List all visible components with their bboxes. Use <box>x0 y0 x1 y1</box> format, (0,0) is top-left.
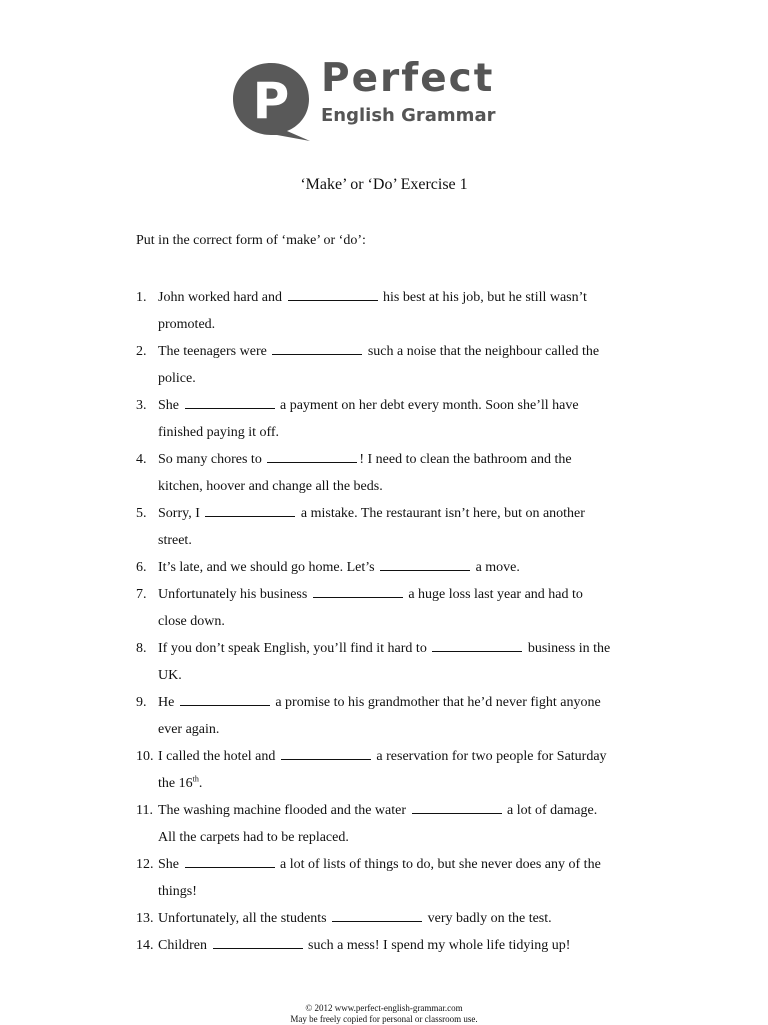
question-text-after: a promise to his grandmother that he’d never fight anyone <box>275 695 601 710</box>
question-continuation <box>158 878 641 905</box>
logo-text-perfect: Perfect <box>321 56 495 101</box>
question-continuation-text: the 16 <box>158 776 193 791</box>
question-text-after: a reservation for two people for Saturday <box>376 749 607 764</box>
question-line <box>158 338 641 365</box>
answer-blank[interactable] <box>272 339 362 355</box>
question-continuation <box>158 311 641 338</box>
question-text-before: Sorry, I <box>158 506 200 521</box>
answer-blank[interactable] <box>332 906 422 922</box>
question-text-before: John worked hard and <box>158 290 283 305</box>
question-text-after: his best at his job, but he still wasn’t <box>383 290 587 305</box>
answer-blank[interactable] <box>213 933 303 949</box>
question-item <box>136 689 641 743</box>
question-number: 10. <box>136 749 154 764</box>
question-item <box>136 581 641 635</box>
question-continuation <box>158 608 641 635</box>
question-text-before: The washing machine flooded and the water <box>158 803 407 818</box>
question-number: 5. <box>136 506 147 521</box>
question-continuation-text: close down. <box>158 614 225 629</box>
question-continuation-text: promoted. <box>158 317 216 332</box>
question-item <box>136 905 641 932</box>
answer-blank[interactable] <box>267 447 357 463</box>
question-number: 2. <box>136 344 147 359</box>
question-number: 12. <box>136 857 154 872</box>
question-text-after: a huge loss last year and had to <box>408 587 583 602</box>
question-text-before: He <box>158 695 175 710</box>
question-text-before: The teenagers were <box>158 344 267 359</box>
question-continuation <box>158 365 641 392</box>
question-continuation <box>158 527 641 554</box>
question-continuation-text: finished paying it off. <box>158 425 280 440</box>
question-text-after: business in the <box>527 641 611 656</box>
question-item <box>136 797 641 851</box>
question-line <box>158 851 641 878</box>
question-line <box>158 797 641 824</box>
answer-blank[interactable] <box>180 690 270 706</box>
question-number: 7. <box>136 587 147 602</box>
question-number: 8. <box>136 641 147 656</box>
question-line <box>158 500 641 527</box>
question-number: 3. <box>136 398 147 413</box>
question-text-before: Children <box>158 938 207 953</box>
question-continuation <box>158 473 641 500</box>
question-item <box>136 851 641 905</box>
logo-text-english-grammar: English Grammar <box>321 105 496 126</box>
footer-license: May be freely copied for personal or classroom use. <box>290 1014 478 1024</box>
question-number: 1. <box>136 290 147 305</box>
answer-blank[interactable] <box>281 744 371 760</box>
question-line <box>158 932 641 959</box>
question-line <box>158 446 641 473</box>
answer-blank[interactable] <box>185 393 275 409</box>
question-number: 6. <box>136 560 147 575</box>
question-text-after: a payment on her debt every month. Soon she’ll have <box>280 398 579 413</box>
question-number: 14. <box>136 938 154 953</box>
answer-blank[interactable] <box>205 501 295 517</box>
footer-copyright: © 2012 www.perfect-english-grammar.com <box>305 1003 463 1013</box>
question-text-before: I called the hotel and <box>158 749 276 764</box>
question-text-before: If you don’t speak English, you’ll find it hard to <box>158 641 427 656</box>
speech-bubble-p-logo-icon <box>230 61 312 141</box>
question-text-before: Unfortunately, all the students <box>158 911 327 926</box>
question-continuation-text: police. <box>158 371 196 386</box>
question-text-before: She <box>158 857 179 872</box>
question-text-before: Unfortunately his business <box>158 587 308 602</box>
question-continuation <box>158 824 641 851</box>
answer-blank[interactable] <box>185 852 275 868</box>
question-line <box>158 635 641 662</box>
question-line <box>158 905 641 932</box>
page-title: ‘Make’ or ‘Do’ Exercise 1 <box>300 176 468 193</box>
question-item <box>136 338 641 392</box>
question-line <box>158 581 641 608</box>
question-number: 11. <box>136 803 153 818</box>
answer-blank[interactable] <box>313 582 403 598</box>
question-continuation-text: UK. <box>158 668 182 683</box>
svg-text:P: P <box>252 72 290 130</box>
perfect-english-grammar-logo <box>230 56 510 141</box>
question-item <box>136 932 641 959</box>
answer-blank[interactable] <box>412 798 502 814</box>
ordinal-suffix: th <box>192 774 199 784</box>
question-text-before: It’s late, and we should go home. Let’s <box>158 560 375 575</box>
question-text-after: a move. <box>475 560 520 575</box>
question-number: 4. <box>136 452 147 467</box>
instructions: Put in the correct form of ‘make’ or ‘do’: <box>136 233 366 248</box>
question-text-after: a lot of lists of things to do, but she never does any of the <box>280 857 601 872</box>
question-item <box>136 392 641 446</box>
question-line <box>158 743 641 770</box>
question-continuation <box>158 770 641 797</box>
question-continuation-text: kitchen, hoover and change all the beds. <box>158 479 383 494</box>
question-item <box>136 500 641 554</box>
answer-blank[interactable] <box>288 285 378 301</box>
question-continuation-text: All the carpets had to be replaced. <box>158 830 349 845</box>
question-text-after: very badly on the test. <box>427 911 552 926</box>
question-continuation-text: ever again. <box>158 722 220 737</box>
question-item <box>136 554 641 581</box>
question-text-before: So many chores to <box>158 452 262 467</box>
question-item <box>136 635 641 689</box>
question-continuation-text: things! <box>158 884 197 899</box>
question-line <box>158 554 641 581</box>
question-number: 9. <box>136 695 147 710</box>
question-continuation-text: street. <box>158 533 192 548</box>
answer-blank[interactable] <box>380 555 470 571</box>
question-line <box>158 392 641 419</box>
footer <box>0 1003 768 1025</box>
question-text-after: such a mess! I spend my whole life tidying up! <box>308 938 571 953</box>
question-text-after: ! I need to clean the bathroom and the <box>359 452 572 467</box>
question-line <box>158 689 641 716</box>
question-text-after: such a noise that the neighbour called the <box>367 344 600 359</box>
question-item <box>136 743 641 797</box>
question-continuation <box>158 716 641 743</box>
question-item <box>136 284 641 338</box>
question-number: 13. <box>136 911 154 926</box>
question-continuation <box>158 662 641 689</box>
question-continuation <box>158 419 641 446</box>
question-list <box>136 284 641 959</box>
question-line <box>158 284 641 311</box>
question-text-before: She <box>158 398 179 413</box>
answer-blank[interactable] <box>432 636 522 652</box>
question-text-after: a mistake. The restaurant isn’t here, but on another <box>300 506 585 521</box>
question-continuation-end: . <box>198 776 203 791</box>
question-item <box>136 446 641 500</box>
question-text-after: a lot of damage. <box>507 803 598 818</box>
